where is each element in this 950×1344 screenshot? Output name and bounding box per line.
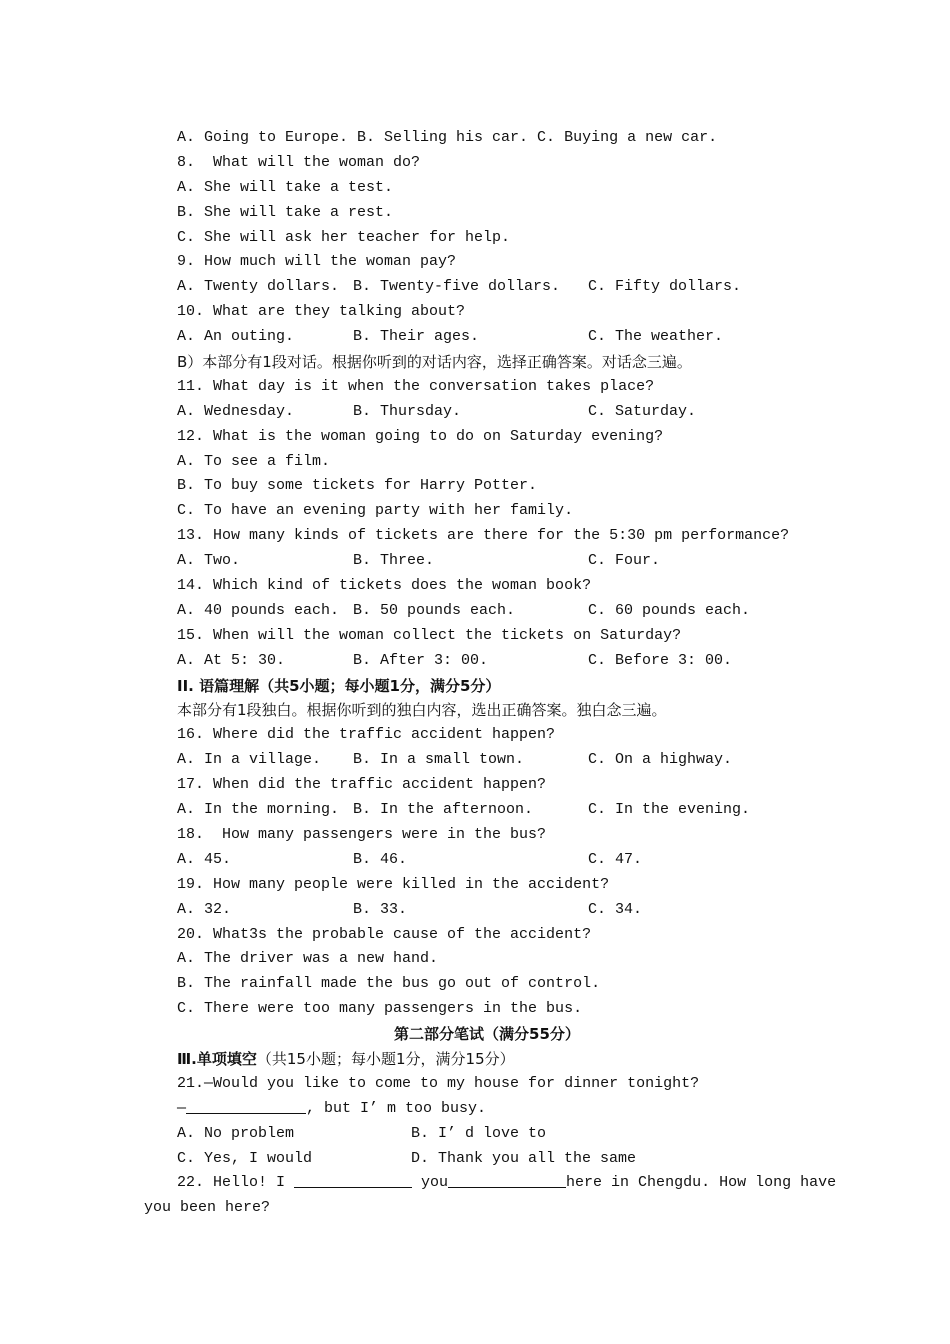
q18-options — [177, 848, 827, 873]
part-2-heading: 第二部分笔试（满分55分） — [394, 1025, 580, 1044]
q10-option-c: C. The weather. — [588, 328, 724, 346]
q14-option-a: A. 40 pounds each. — [177, 601, 340, 619]
section-3-heading — [177, 1047, 827, 1072]
q14-option-c: C. 60 pounds each. — [588, 601, 751, 619]
q10-option-a: A. An outing. — [177, 328, 295, 346]
q9-option-c: C. Fifty dollars. — [588, 278, 742, 296]
q12-option-b: B. To buy some tickets for Harry Potter. — [177, 477, 538, 495]
q9-option-a: A. Twenty dollars. — [177, 278, 340, 296]
q21-option-b: B. I’ d love to — [411, 1124, 547, 1142]
q21-question: 21.—Would you like to come to my house for dinner tonight? — [177, 1074, 700, 1092]
q16-option-b: B. In a small town. — [353, 751, 525, 769]
q8-option-c: C. She will ask her teacher for help. — [177, 228, 511, 246]
q17-option-c: C. In the evening. — [588, 801, 751, 819]
q22-question — [177, 1171, 837, 1196]
q22-start: 22. Hello! I — [177, 1174, 295, 1192]
q13-option-b: B. Three. — [353, 552, 435, 570]
q8-option-b: B. She will take a rest. — [177, 203, 394, 221]
q21-option-a: A. No problem — [177, 1124, 295, 1142]
q18-option-c: C. 47. — [588, 850, 643, 868]
q11-question: 11. What day is it when the conversation takes place? — [177, 377, 655, 395]
q15-options — [177, 649, 827, 674]
q18-question: 18. How many passengers were in the bus? — [177, 825, 547, 843]
q15-question: 15. When will the woman collect the tickets on Saturday? — [177, 626, 682, 644]
q12-option-c: C. To have an evening party with her family. — [177, 502, 574, 520]
q19-option-c: C. 34. — [588, 900, 643, 918]
q7-options: A. Going to Europe. B. Selling his car. C. Buying a new car. — [177, 129, 718, 146]
q22-blank-1[interactable] — [294, 1171, 412, 1188]
section-2-instructions: 本部分有1段独白。根据你听到的独白内容，选出正确答案。独白念三遍。 — [177, 701, 667, 720]
exam-content — [144, 126, 837, 1221]
q18-option-b: B. 46. — [353, 850, 408, 868]
q19-option-b: B. 33. — [353, 900, 408, 918]
q22-middle: you — [412, 1174, 449, 1192]
q19-options — [177, 898, 827, 923]
q22-continuation: you been here? — [144, 1199, 271, 1217]
q14-question: 14. Which kind of tickets does the woman book? — [177, 577, 592, 595]
section-3-scoring: （共15小题；每小题1分，满分15分） — [256, 1049, 515, 1068]
q17-option-a: A. In the morning. — [177, 801, 340, 819]
q17-option-b: B. In the afternoon. — [353, 801, 534, 819]
q13-option-c: C. Four. — [588, 552, 661, 570]
q13-options — [177, 549, 827, 574]
q19-option-a: A. 32. — [177, 900, 232, 918]
q22-blank-2[interactable] — [448, 1171, 566, 1188]
q11-option-c: C. Saturday. — [588, 402, 697, 420]
q16-option-a: A. In a village. — [177, 751, 322, 769]
q18-option-a: A. 45. — [177, 850, 232, 868]
q15-option-b: B. After 3: 00. — [353, 651, 489, 669]
q14-option-b: B. 50 pounds each. — [353, 601, 516, 619]
q21-options-cd — [177, 1147, 827, 1172]
q9-question: 9. How much will the woman pay? — [177, 253, 457, 271]
q16-option-c: C. On a highway. — [588, 751, 733, 769]
q10-question: 10. What are they talking about? — [177, 303, 466, 321]
q9-options — [177, 275, 827, 300]
q19-question: 19. How many people were killed in the accident? — [177, 875, 610, 893]
q21-options-ab — [177, 1122, 827, 1147]
q15-option-a: A. At 5: 30. — [177, 651, 286, 669]
q12-question: 12. What is the woman going to do on Saturday evening? — [177, 427, 664, 445]
section-3-title: Ⅲ.单项填空 — [177, 1049, 257, 1068]
q15-option-c: C. Before 3: 00. — [588, 651, 733, 669]
q14-options — [177, 599, 827, 624]
section-2-heading: II. 语篇理解（共5小题；每小题1分，满分5分） — [177, 676, 501, 695]
q13-question: 13. How many kinds of tickets are there for the 5:30 pm performance? — [177, 527, 790, 545]
q17-question: 17. When did the traffic accident happen? — [177, 776, 547, 794]
q16-options — [177, 748, 827, 773]
q16-question: 16. Where did the traffic accident happen? — [177, 726, 556, 744]
q8-question: 8. What will the woman do? — [177, 153, 421, 171]
q21-option-d: D. Thank you all the same — [411, 1149, 637, 1167]
q8-option-a: A. She will take a test. — [177, 178, 394, 196]
section-b-instructions: B）本部分有1段对话。根据你听到的对话内容，选择正确答案。对话念三遍。 — [177, 353, 692, 372]
q10-option-b: B. Their ages. — [353, 328, 480, 346]
q20-option-a: A. The driver was a new hand. — [177, 950, 439, 968]
q21-option-c: C. Yes, I would — [177, 1149, 313, 1167]
q21-reply-text: , but I’ m too busy. — [306, 1099, 487, 1117]
q10-options — [177, 325, 827, 350]
q20-question: 20. What3s the probable cause of the accident? — [177, 925, 592, 943]
q21-dash: — — [177, 1099, 187, 1117]
q11-option-a: A. Wednesday. — [177, 402, 295, 420]
q17-options — [177, 798, 827, 823]
q20-option-c: C. There were too many passengers in the bus. — [177, 1000, 583, 1018]
q12-option-a: A. To see a film. — [177, 452, 331, 470]
q13-option-a: A. Two. — [177, 552, 241, 570]
q22-end: here in Chengdu. How long have — [566, 1174, 837, 1192]
q20-option-b: B. The rainfall made the bus go out of control. — [177, 975, 601, 993]
q11-options — [177, 400, 827, 425]
q9-option-b: B. Twenty-five dollars. — [353, 278, 561, 296]
q11-option-b: B. Thursday. — [353, 402, 462, 420]
q21-answer-blank[interactable] — [186, 1097, 306, 1114]
q21-reply — [177, 1097, 827, 1122]
